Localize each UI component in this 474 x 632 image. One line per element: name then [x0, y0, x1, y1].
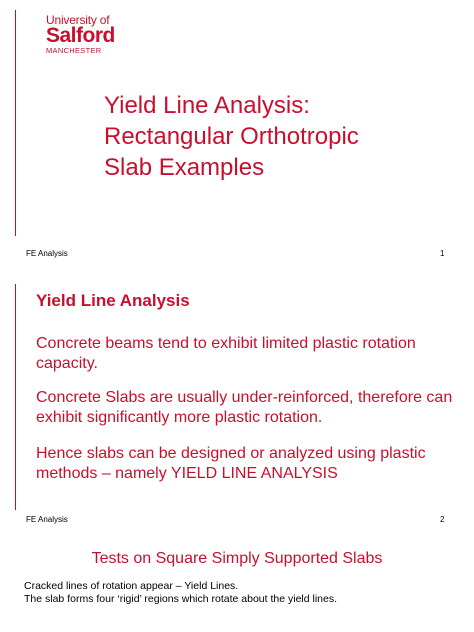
title-line-3: Slab Examples — [104, 154, 265, 181]
slide-title: Tests on Square Simply Supported Slabs — [91, 550, 383, 567]
footer-label: FE Analysis — [26, 515, 68, 524]
page-number: 2 — [440, 515, 445, 524]
logo-line-3: MANCHESTER — [46, 46, 102, 55]
paragraph-beams: Concrete beams tend to exhibit limited plastic rotation capacity. — [36, 335, 416, 372]
page-number: 1 — [440, 249, 445, 258]
text-line-yield-lines: Cracked lines of rotation appear – Yield Lines. — [24, 580, 239, 592]
text-line-rigid-regions: The slab forms four ‘rigid’ regions which rotate about the yield lines. — [24, 593, 338, 605]
slide-1 — [0, 0, 474, 270]
slide-title — [104, 90, 359, 183]
logo-line-1: University of — [46, 13, 110, 27]
slide-3 — [0, 538, 474, 632]
logo-line-2: Salford — [46, 24, 115, 47]
paragraph-methods: Hence slabs can be designed or analyzed using plastic methods – namely YIELD LINE ANALYSIS — [36, 445, 426, 482]
footer-label: FE Analysis — [26, 249, 68, 258]
slide-2 — [0, 270, 474, 538]
slide-accent-line — [15, 10, 16, 236]
university-logo — [46, 14, 115, 55]
title-line-2: Rectangular Orthotropic — [104, 123, 359, 150]
paragraph-slabs: Concrete Slabs are usually under-reinforced, therefore can exhibit significantly more plastic rotation. — [36, 389, 453, 426]
slide-heading: Yield Line Analysis — [36, 291, 190, 310]
title-line-1: Yield Line Analysis: — [104, 92, 310, 119]
slide-accent-line — [15, 284, 16, 510]
